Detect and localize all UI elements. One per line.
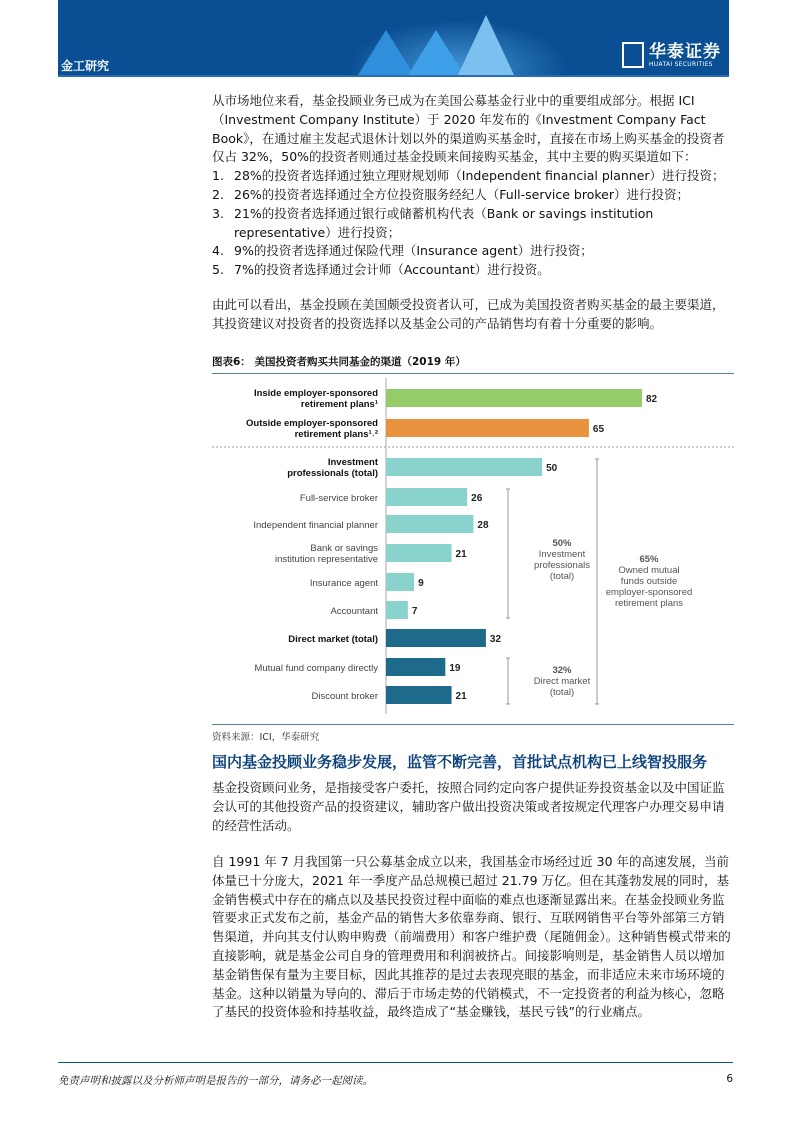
paragraph: 由此可以看出，基金投顾在美国颇受投资者认可，已成为美国投资者购买基金的最主要渠道，其投资建议对投资者的投资选择以及基金公司的产品销售均有着十分重要的影响。: [212, 297, 725, 331]
figure-source: 资料来源：ICI，华泰研究: [212, 724, 734, 743]
list-number: 1.: [212, 168, 224, 184]
data-label: 7: [411, 606, 418, 617]
data-label: 65: [592, 424, 605, 435]
intro-section: [212, 92, 734, 280]
category-label: Inside employer-sponsored: [253, 388, 378, 399]
category-label: Accountant: [330, 606, 378, 617]
disclaimer: 免责声明和披露以及分析师声明是报告的一部分，请务必一起阅读。: [58, 1075, 373, 1087]
category-label: Full-service broker: [299, 493, 378, 504]
logo-cn: 华泰证券: [649, 41, 721, 62]
bar: [386, 488, 467, 506]
bar: [386, 544, 452, 562]
annotation-text: funds outside: [620, 576, 678, 587]
bar: [386, 658, 445, 676]
category-label: Direct market (total): [288, 634, 378, 645]
list-number: 4.: [212, 243, 224, 259]
annotation-text: Direct market: [533, 676, 591, 687]
data-label: 26: [471, 493, 483, 504]
bar: [386, 601, 408, 619]
category-label: Bank or savings: [310, 543, 378, 554]
bar: [386, 573, 414, 591]
annotation-text: employer-sponsored: [605, 587, 693, 598]
annotation-text: professionals: [534, 560, 590, 571]
category-label: Discount broker: [311, 691, 378, 702]
list-text: 9%的投资者选择通过保险代理（Insurance agent）进行投资；: [234, 243, 593, 259]
annotation-text: 65%: [639, 554, 659, 565]
bar: [386, 458, 542, 476]
bar: [386, 419, 589, 437]
logo-icon: [622, 42, 644, 68]
bar-chart: [212, 378, 734, 722]
bar: [386, 389, 642, 407]
data-label: 32: [489, 634, 502, 645]
list-number: 5.: [212, 262, 224, 278]
logo-en: HUATAI SECURITIES: [649, 60, 713, 68]
channel-list: [212, 167, 734, 280]
category-label: professionals (total): [287, 468, 378, 479]
list-item: [212, 261, 734, 280]
section-heading: 国内基金投顾业务稳步发展，监管不断完善，首批试点机构已上线智投服务: [212, 753, 708, 771]
data-label: 82: [646, 394, 658, 405]
banner-shape: [458, 15, 514, 75]
banner-shape: [408, 30, 464, 75]
department-label: 金工研究: [61, 59, 110, 73]
paragraph: 从市场地位来看，基金投顾业务已成为在美国公募基金行业中的重要组成部分。根据 ICI（Investment Company Institute）于 2020 年发布的《Investment Company Fact Book》，在通过雇主发起式退休计划以外的渠道购买基金时，直接在市场上购买基金的投资者仅占 32%，50%的投资者则通过基金投顾来间接购买基金，其中主要的购买渠道如下：: [212, 93, 725, 165]
category-label: Outside employer-sponsored: [246, 418, 378, 429]
data-label: 21: [455, 691, 467, 702]
figure-caption: 图表6： 美国投资者购买共同基金的渠道（2019 年）: [212, 354, 734, 374]
data-label: 50: [546, 463, 558, 474]
annotation-text: 32%: [552, 665, 572, 676]
banner-shape: [358, 30, 414, 75]
list-text: 26%的投资者选择通过全方位投资服务经纪人（Full-service broker）进行投资；: [234, 186, 689, 202]
annotation-text: Investment: [538, 549, 586, 560]
paragraph: 基金投资顾问业务，是指接受客户委托，按照合同约定向客户提供证券投资基金以及中国证监会认可的其他投资产品的投资建议，辅助客户做出投资决策或者按规定代理客户办理交易申请的经营性活动。: [212, 780, 725, 833]
list-item: [212, 242, 734, 261]
bar: [386, 686, 452, 704]
category-label: Independent financial planner: [253, 520, 378, 531]
category-label: institution representative: [275, 554, 378, 565]
list-item: [212, 167, 734, 186]
category-label: Insurance agent: [309, 578, 378, 589]
annotation-text: retirement plans: [614, 598, 684, 609]
bar: [386, 515, 473, 533]
paragraph: 自 1991 年 7 月我国第一只公募基金成立以来，我国基金市场经过近 30 年的高速发展，当前体量已十分庞大，2021 年一季度产品总规模已超过 21.79 万亿。但在其蓬勃发展的同时，基金销售模式中存在的痛点以及基民投资过程中面临的难点也逐渐显露出来。在基金投顾业务监管要求正式发布之前，基金产品的销售大多依靠券商、银行、互联网销售平台等外部第三方销售渠道，并向其支付认购申购费（前端费用）和客户维护费（尾随佣金）。这种销售模式带来的直接影响，就是基金公司自身的管理费用和利润被挤占。间接影响则是，基金销售人员以增加基金销售保有量为主要目标，因此其推荐的是过去表现亮眼的基金，而非适应未来市场环境的基金。这种以销量为导向的、滞后于市场走势的代销模式，不一定投资者的利益为核心，忽略了基民的投资体验和持基收益，最终造成了“基金赚钱，基民亏钱”的行业痛点。: [212, 854, 731, 1020]
data-label: 19: [449, 663, 461, 674]
list-item: [212, 186, 734, 205]
header-banner: [58, 0, 729, 77]
page-number: 6: [726, 1073, 733, 1085]
category-label: retirement plans¹: [300, 399, 378, 410]
list-text: 7%的投资者选择通过会计师（Accountant）进行投资。: [234, 262, 550, 278]
category-label: retirement plans¹˒²: [294, 429, 378, 440]
bar: [386, 629, 486, 647]
huatai-logo: [622, 42, 721, 68]
data-label: 9: [418, 578, 424, 589]
list-text: 28%的投资者选择通过独立理财规划师（Independent financial planner）进行投资；: [234, 168, 725, 184]
annotation-text: (total): [549, 571, 575, 582]
list-item: [212, 205, 734, 243]
list-number: 3.: [212, 205, 224, 221]
footer: [58, 1062, 733, 1088]
category-label: Investment: [327, 457, 378, 468]
annotation-text: (total): [549, 687, 575, 698]
list-text: 21%的投资者选择通过银行或储蓄机构代表（Bank or savings institution representative）进行投资；: [234, 205, 654, 240]
category-label: Mutual fund company directly: [254, 663, 378, 674]
data-label: 28: [477, 520, 489, 531]
annotation-text: 50%: [552, 538, 572, 549]
annotation-text: Owned mutual: [618, 565, 680, 576]
list-number: 2.: [212, 186, 224, 202]
data-label: 21: [455, 549, 467, 560]
